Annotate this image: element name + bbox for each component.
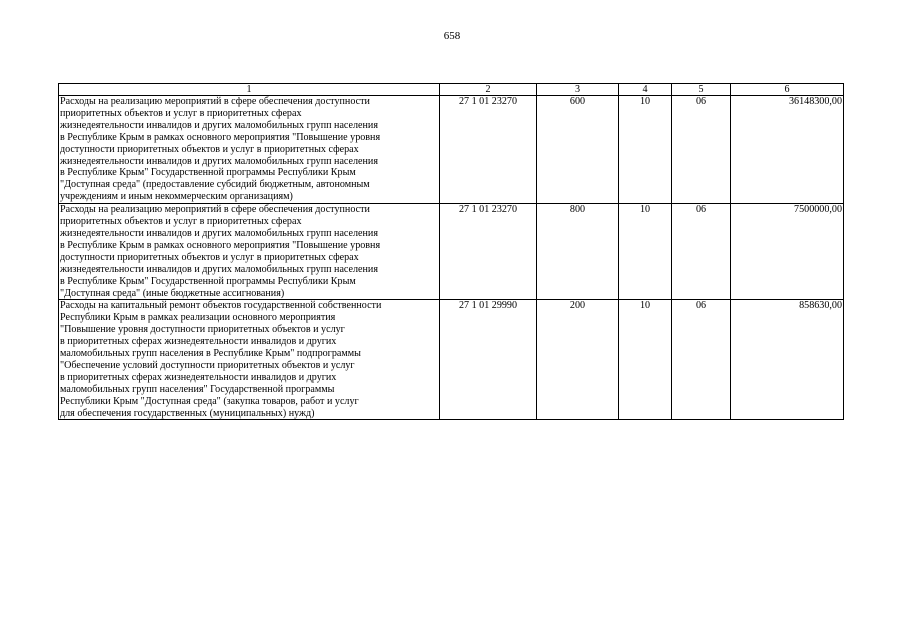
- column-header: 3: [537, 84, 619, 96]
- section-code: 10: [619, 96, 672, 204]
- section-code: 10: [619, 300, 672, 420]
- target-article-code: 27 1 01 23270: [440, 96, 537, 204]
- subsection-code: 06: [672, 300, 731, 420]
- table-row: [59, 300, 844, 420]
- column-header: 4: [619, 84, 672, 96]
- expense-type-code: 800: [537, 204, 619, 300]
- amount: 7500000,00: [731, 204, 844, 300]
- subsection-code: 06: [672, 96, 731, 204]
- budget-table: [58, 83, 844, 420]
- amount: 858630,00: [731, 300, 844, 420]
- expense-description: Расходы на реализацию мероприятий в сфере обеспечения доступности приоритетных объектов и услуг в приоритетных сферах жизнедеятельности инвалидов и других маломобильных групп населения в Республике Крым в рамках основного мероприятия "Повышение уровня доступности приоритетных объектов и услуг в приоритетных сферах жизнедеятельности инвалидов и других маломобильных групп населения в Республике Крым" Государственной программы Республики Крым "Доступная среда" (предоставление субсидий бюджетным, автономным учреждениям и иным некоммерческим организациям): [59, 96, 440, 204]
- section-code: 10: [619, 204, 672, 300]
- expense-type-code: 200: [537, 300, 619, 420]
- subsection-code: 06: [672, 204, 731, 300]
- amount: 36148300,00: [731, 96, 844, 204]
- header-row: [59, 84, 844, 96]
- target-article-code: 27 1 01 23270: [440, 204, 537, 300]
- expense-type-code: 600: [537, 96, 619, 204]
- column-header: 6: [731, 84, 844, 96]
- column-header: 2: [440, 84, 537, 96]
- target-article-code: 27 1 01 29990: [440, 300, 537, 420]
- expense-description: Расходы на реализацию мероприятий в сфере обеспечения доступности приоритетных объектов и услуг в приоритетных сферах жизнедеятельности инвалидов и других маломобильных групп населения в Республике Крым в рамках основного мероприятия "Повышение уровня доступности приоритетных объектов и услуг в приоритетных сферах жизнедеятельности инвалидов и других маломобильных групп населения в Республике Крым" Государственной программы Республики Крым "Доступная среда" (иные бюджетные ассигнования): [59, 204, 440, 300]
- expense-description: Расходы на капитальный ремонт объектов государственной собственности Республики Крым в рамках реализации основного мероприятия "Повышение уровня доступности приоритетных объектов и услуг в приоритетных сферах жизнедеятельности инвалидов и других маломобильных групп населения в Республике Крым" подпрограммы "Обеспечение условий доступности приоритетных объектов и услуг в приоритетных сферах жизнедеятельности инвалидов и других маломобильных групп населения" Государственной программы Республики Крым "Доступная среда" (закупка товаров, работ и услуг для обеспечения государственных (муниципальных) нужд): [59, 300, 440, 420]
- column-header: 5: [672, 84, 731, 96]
- column-header: 1: [59, 84, 440, 96]
- page-number: 658: [443, 30, 461, 42]
- table-row: [59, 96, 844, 204]
- table-row: [59, 204, 844, 300]
